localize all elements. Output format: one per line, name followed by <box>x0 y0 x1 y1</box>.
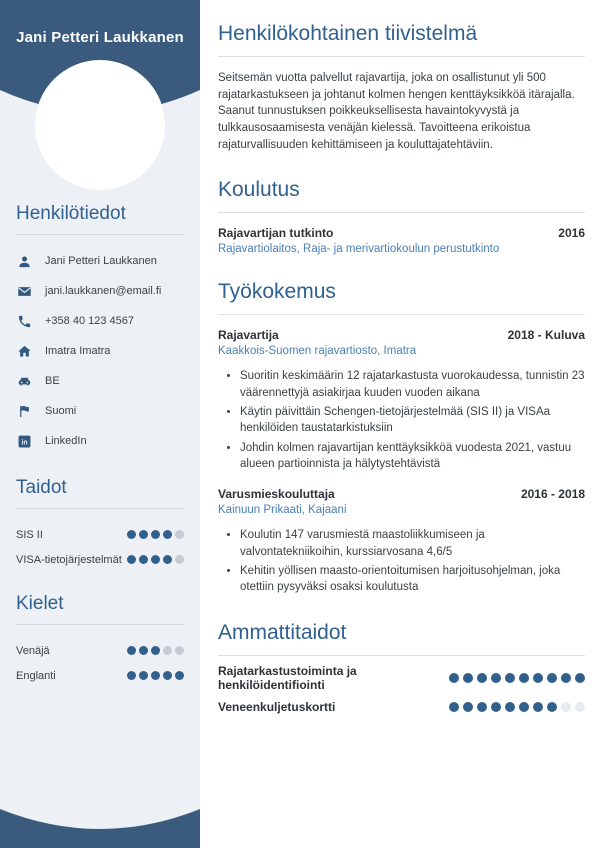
skill-row <box>16 522 184 547</box>
contact-email-value: jani.laukkanen@email.fi <box>45 285 162 297</box>
sidebar-footer-shape <box>0 805 200 848</box>
summary-heading: Henkilökohtainen tiivistelmä <box>218 22 585 57</box>
language-label: Venäjä <box>16 644 50 657</box>
skill-rating-dots <box>127 555 184 564</box>
experience-title: Varusmieskouluttaja <box>218 487 335 502</box>
experience-entry-head <box>218 487 585 501</box>
education-heading: Koulutus <box>218 178 585 213</box>
language-label: Englanti <box>16 669 56 682</box>
contact-list <box>16 246 184 456</box>
skill-label: VISA-tietojärjestelmät <box>16 553 122 566</box>
education-title: Rajavartijan tutkinto <box>218 226 334 241</box>
main-content <box>200 0 600 848</box>
sidebar <box>0 0 200 848</box>
skills-list <box>16 522 184 572</box>
professional-skill-label: Rajatarkastustoiminta ja henkilöidentifiointi <box>218 663 357 692</box>
experience-bullet-list <box>218 527 585 595</box>
professional-skill-label: Veneenkuljetuskortti <box>218 699 336 714</box>
education-entry-head <box>218 226 585 240</box>
language-rating-dots <box>127 671 184 680</box>
contact-linkedin-value: LinkedIn <box>45 435 87 447</box>
phone-icon <box>16 313 32 329</box>
svg-text:in: in <box>20 439 28 447</box>
contact-item-nationality <box>16 396 184 426</box>
contact-item-phone <box>16 306 184 336</box>
languages-list <box>16 638 184 688</box>
experience-entry-head <box>218 328 585 342</box>
contact-item-email <box>16 276 184 306</box>
contact-phone-value: +358 40 123 4567 <box>45 315 135 327</box>
experience-entry <box>218 487 585 595</box>
experience-subtitle: Kainuun Prikaati, Kajaani <box>218 504 347 517</box>
professional-skills-section <box>218 621 585 714</box>
contact-address-value: Imatra Imatra <box>45 345 111 357</box>
experience-title: Rajavartija <box>218 328 279 343</box>
linkedin-icon <box>16 433 32 449</box>
summary-text: Seitsemän vuotta palvellut rajavartija, joka on osallistunut yli 500 rajatarkastukseen ja johtanut kolmen hengen kenttäyksikköä itärajalla. Saanut tunnustuksen poikkeuksellisesta havaintokyvystä ja tulkkausosaamisesta venäjän kielessä. Tavoitteena erikoistua rajaturvallisuuden kehittämiseen ja kouluttajatehtäviin. <box>218 72 575 151</box>
experience-bullet: • Kehitin yöllisen maasto-orientoitumisen harjoitusohjelman, joka otettiin pysyväksi osaksi koulutusta <box>240 563 585 596</box>
contact-driving-licence-value: BE <box>45 375 60 387</box>
professional-skills-list <box>218 663 585 714</box>
experience-subtitle: Kaakkois-Suomen rajavartiosto, Imatra <box>218 345 417 358</box>
experience-section <box>218 280 585 595</box>
skill-rating-dots <box>127 530 184 539</box>
experience-bullet: • Käytin päivittäin Schengen-tietojärjestelmää (SIS II) ja VISAa henkilöiden taustatarkistuksiin <box>240 404 585 437</box>
professional-skill-rating-dots <box>449 702 585 712</box>
skill-row <box>16 547 184 572</box>
experience-bullet: • Johdin kolmen rajavartijan kenttäyksikköä vuodesta 2021, vastuu alueen partioinnista ja hälytystehtävistä <box>240 440 585 473</box>
summary-section <box>218 22 585 153</box>
contact-item-driving-licence <box>16 366 184 396</box>
language-row <box>16 663 184 688</box>
person-icon <box>16 253 32 269</box>
contact-item-linkedin <box>16 426 184 456</box>
experience-bullet: • Koulutin 147 varusmiestä maastoliikkumiseen ja valvontatekniikoihin, kurssiarvosana 4,6/5 <box>240 527 585 560</box>
professional-skills-heading: Ammattitaidot <box>218 621 585 656</box>
experience-bullet: • Suoritin keskimäärin 12 rajatarkastusta vuorokaudessa, tunnistin 23 väärennettyjä asiakirjaa kuuden vuoden aikana <box>240 368 585 401</box>
experience-date: 2016 - 2018 <box>520 487 585 502</box>
professional-skill-row <box>218 700 585 714</box>
experience-entry <box>218 328 585 472</box>
professional-skill-rating-dots <box>449 673 585 683</box>
language-row <box>16 638 184 663</box>
education-subtitle: Rajavartiolaitos, Raja- ja merivartiokoulun perustutkinto <box>218 243 500 256</box>
home-icon <box>16 343 32 359</box>
experience-date: 2018 - Kuluva <box>507 328 585 343</box>
skills-heading: Taidot <box>16 477 184 509</box>
education-section <box>218 178 585 255</box>
contact-item-address <box>16 336 184 366</box>
contact-name-value: Jani Petteri Laukkanen <box>45 255 157 267</box>
personal-info-heading: Henkilötiedot <box>16 203 184 235</box>
photo-placeholder <box>35 60 165 190</box>
language-rating-dots <box>127 646 184 655</box>
education-entry <box>218 226 585 255</box>
professional-skill-row <box>218 663 585 692</box>
mail-icon <box>16 283 32 299</box>
contact-item-name <box>16 246 184 276</box>
contact-nationality-value: Suomi <box>45 405 77 417</box>
experience-heading: Työkokemus <box>218 280 585 315</box>
experience-bullet-list <box>218 368 585 472</box>
languages-heading: Kielet <box>16 593 184 625</box>
person-name: Jani Petteri Laukkanen <box>16 29 184 46</box>
sidebar-content <box>0 193 200 688</box>
car-icon <box>16 373 32 389</box>
flag-icon <box>16 403 32 419</box>
skill-label: SIS II <box>16 528 43 541</box>
education-date: 2016 <box>558 226 585 241</box>
